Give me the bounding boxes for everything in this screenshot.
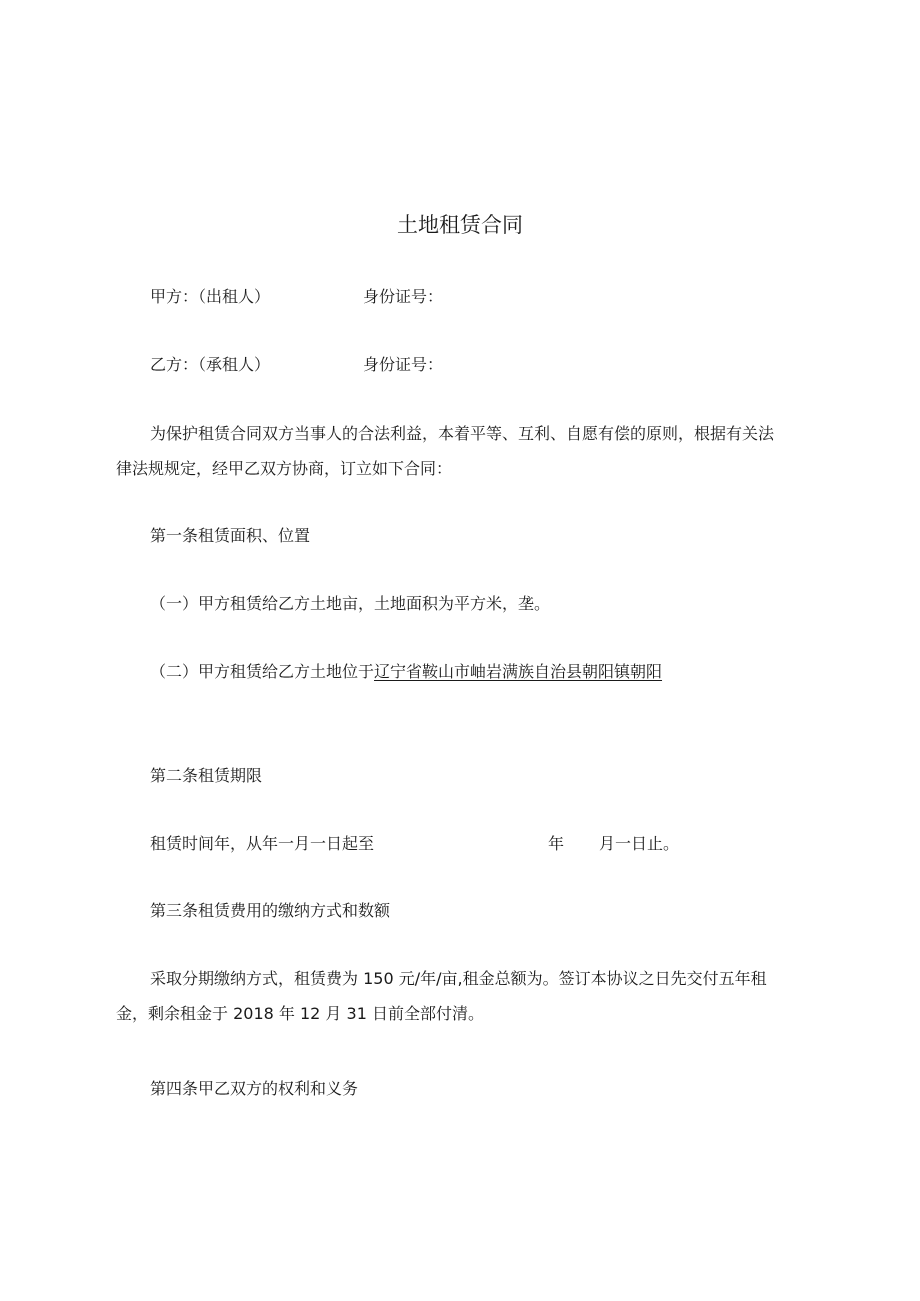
party-b-id-label: 身份证号： <box>363 355 444 374</box>
party-a-id-label: 身份证号： <box>363 287 444 306</box>
article-3-heading: 第三条租赁费用的缴纳方式和数额 <box>150 901 391 920</box>
article-4-heading: 第四条甲乙双方的权利和义务 <box>150 1079 359 1098</box>
article-3-line-1: 采取分期缴纳方式，租赁费为 150 元/年/亩,租金总额为。签订本协议之日先交付五年租 <box>150 969 767 988</box>
party-b-label: 乙方：（承租人） <box>150 355 271 374</box>
article-2-year-label: 年 <box>548 834 565 853</box>
land-location: 辽宁省鞍山市岫岩满族自治县朝阳镇朝阳 <box>374 662 663 681</box>
document-title: 土地租赁合同 <box>397 213 523 237</box>
article-1-item-2-prefix: （二）甲方租赁给乙方土地位于 <box>150 662 375 681</box>
article-3-line-2: 金，剩余租金于 2018 年 12 月 31 日前全部付清。 <box>116 1004 484 1023</box>
preamble-line-2: 律法规规定，经甲乙双方协商，订立如下合同： <box>116 459 453 478</box>
preamble-line-1: 为保护租赁合同双方当事人的合法利益，本着平等、互利、自愿有偿的原则，根据有关法 <box>150 424 775 443</box>
article-1-heading: 第一条租赁面积、位置 <box>150 526 311 545</box>
article-2-term-text: 租赁时间年，从年一月一日起至 <box>150 834 375 853</box>
article-1-item-2 <box>150 662 662 682</box>
article-2-end-text: 月一日止。 <box>599 834 680 853</box>
article-1-item-1: （一）甲方租赁给乙方土地亩，土地面积为平方米，垄。 <box>150 594 551 613</box>
party-a-label: 甲方：（出租人） <box>150 287 271 306</box>
article-2-heading: 第二条租赁期限 <box>150 766 263 785</box>
